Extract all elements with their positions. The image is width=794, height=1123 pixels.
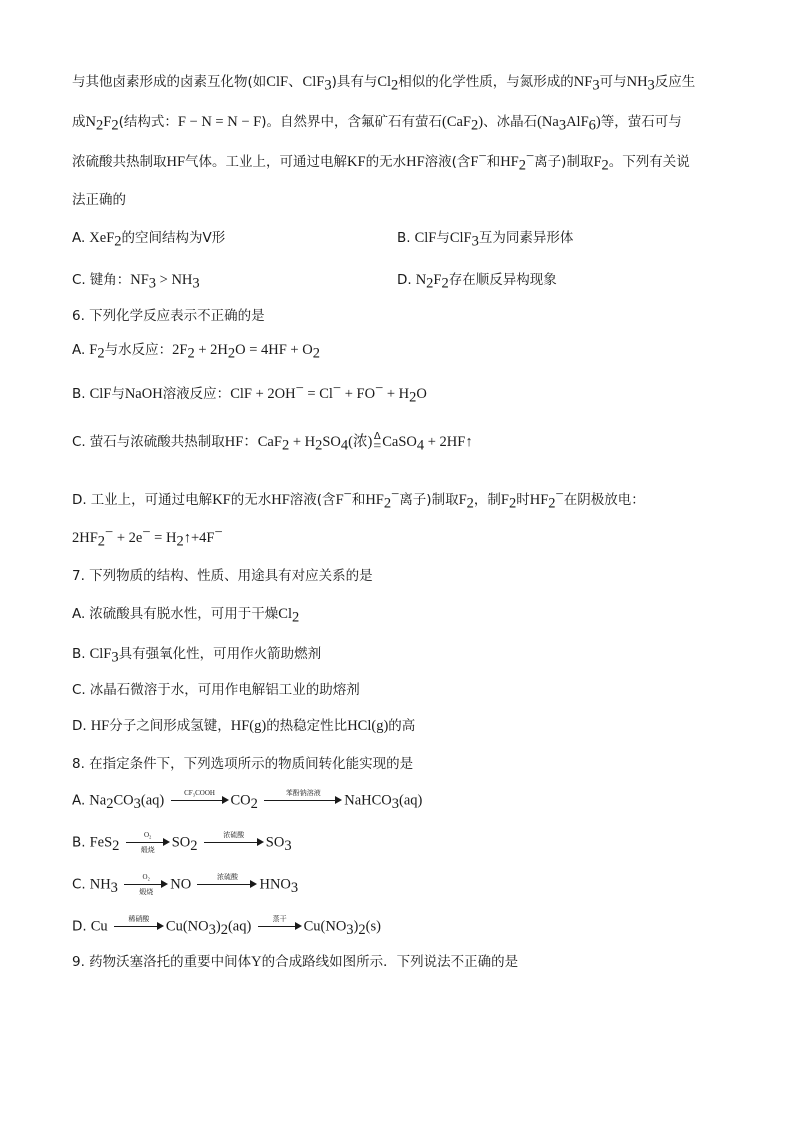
reaction-arrow: 浓硫酸 — [204, 830, 264, 855]
intro-line-1: 与其他卤素形成的卤素互化物(如ClF、ClF$_3$)具有与$Cl_2$相似的化学性质，与氮形成的$NF_3$可与$NH_3$反应生 — [72, 74, 696, 94]
q7-stem: 7. 下列物质的结构、性质、用途具有对应关系的是 — [72, 568, 373, 584]
q5-option-b: B. ClF与ClF$_3$互为同素异形体 — [397, 230, 574, 250]
heating-equals-sign: Δ = — [373, 431, 382, 454]
reaction-arrow: 蒸干 — [258, 914, 302, 939]
q6-option-c: C. 萤石与浓硫酸共热制取HF：$CaF_2 + H_2SO_4$(浓) Δ = CaSO$_4$ + 2HF↑ — [72, 431, 473, 454]
q8-option-d: D. Cu 稀硝酸 $Cu(NO_3)_2(aq)$ 蒸干 $Cu(NO_3)_2(s)$ — [72, 915, 381, 939]
q6-option-d-line-2: $2HF_2^- + 2e^-$ = $H_2↑+4F^-$ — [72, 524, 223, 550]
q6-option-a: A. $F_2$与水反应：$2F_2 + 2H_2O = 4HF + O_2$ — [72, 342, 320, 362]
intro-line-4: 法正确的 — [72, 192, 126, 208]
reaction-arrow: O₂ 煅烧 — [126, 830, 170, 855]
q8-option-a: A. $Na_2CO_3(aq)$ CF₃COOH $CO_2$ 苯酚钠溶液 NaHCO$_3$(aq) — [72, 789, 423, 813]
q5-option-a: A. XeF$_2$的空间结构为V形 — [72, 230, 226, 250]
q8-stem: 8. 在指定条件下，下列选项所示的物质间转化能实现的是 — [72, 756, 414, 772]
q9-stem: 9. 药物沃塞洛托的重要中间体Y的合成路线如图所示．下列说法不正确的是 — [72, 954, 519, 970]
reaction-arrow: O₂ 煅烧 — [124, 872, 168, 897]
q6-stem: 6. 下列化学反应表示不正确的是 — [72, 308, 265, 324]
q5-option-d: D. $N_2F_2$存在顺反异构现象 — [397, 272, 557, 292]
q5-option-c: C. 键角：$NF_3 > NH_3$ — [72, 272, 200, 292]
reaction-arrow: 浓硫酸 — [197, 872, 257, 897]
q8-option-c: C. $NH_3$ O₂ 煅烧 NO 浓硫酸 $HNO_3$ — [72, 873, 299, 897]
reaction-arrow: CF₃COOH — [171, 788, 229, 813]
q8-option-b: B. FeS$_2$ O₂ 煅烧 $SO_2$ 浓硫酸 $SO_3$ — [72, 831, 292, 855]
q7-option-b: B. ClF$_3$具有强氧化性，可用作火箭助燃剂 — [72, 646, 322, 666]
intro-line-2: 成$N_2F_2$(结构式：F − N = N − F)。自然界中，含氟矿石有萤石(CaF$_2$)、冰晶石$(Na_3AlF_6)$等，萤石可与 — [72, 114, 682, 134]
reaction-arrow: 稀硝酸 — [114, 914, 164, 939]
q6-option-d-line-1: D. 工业上，可通过电解KF的无水HF溶液(含F−和$HF_2^-$离子)制取$F_2$，制$F_2$时$HF_2^-$在阴极放电： — [72, 486, 645, 512]
q7-option-d: D. HF分子之间形成氢键，HF(g)的热稳定性比HCl(g)的高 — [72, 718, 416, 734]
intro-line-3: 浓硫酸共热制取HF气体。工业上，可通过电解KF的无水HF溶液(含F−和$HF_2^-$离子)制取$F_2$。下列有关说 — [72, 148, 690, 174]
reaction-arrow: 苯酚钠溶液 — [264, 788, 342, 813]
q6-option-b: B. ClF与NaOH溶液反应：ClF + $2OH^- = Cl^- + FO^- + H_2O$ — [72, 380, 427, 406]
q7-option-c: C. 冰晶石微溶于水，可用作电解铝工业的助熔剂 — [72, 682, 360, 698]
q7-option-a: A. 浓硫酸具有脱水性，可用于干燥$Cl_2$ — [72, 606, 300, 626]
